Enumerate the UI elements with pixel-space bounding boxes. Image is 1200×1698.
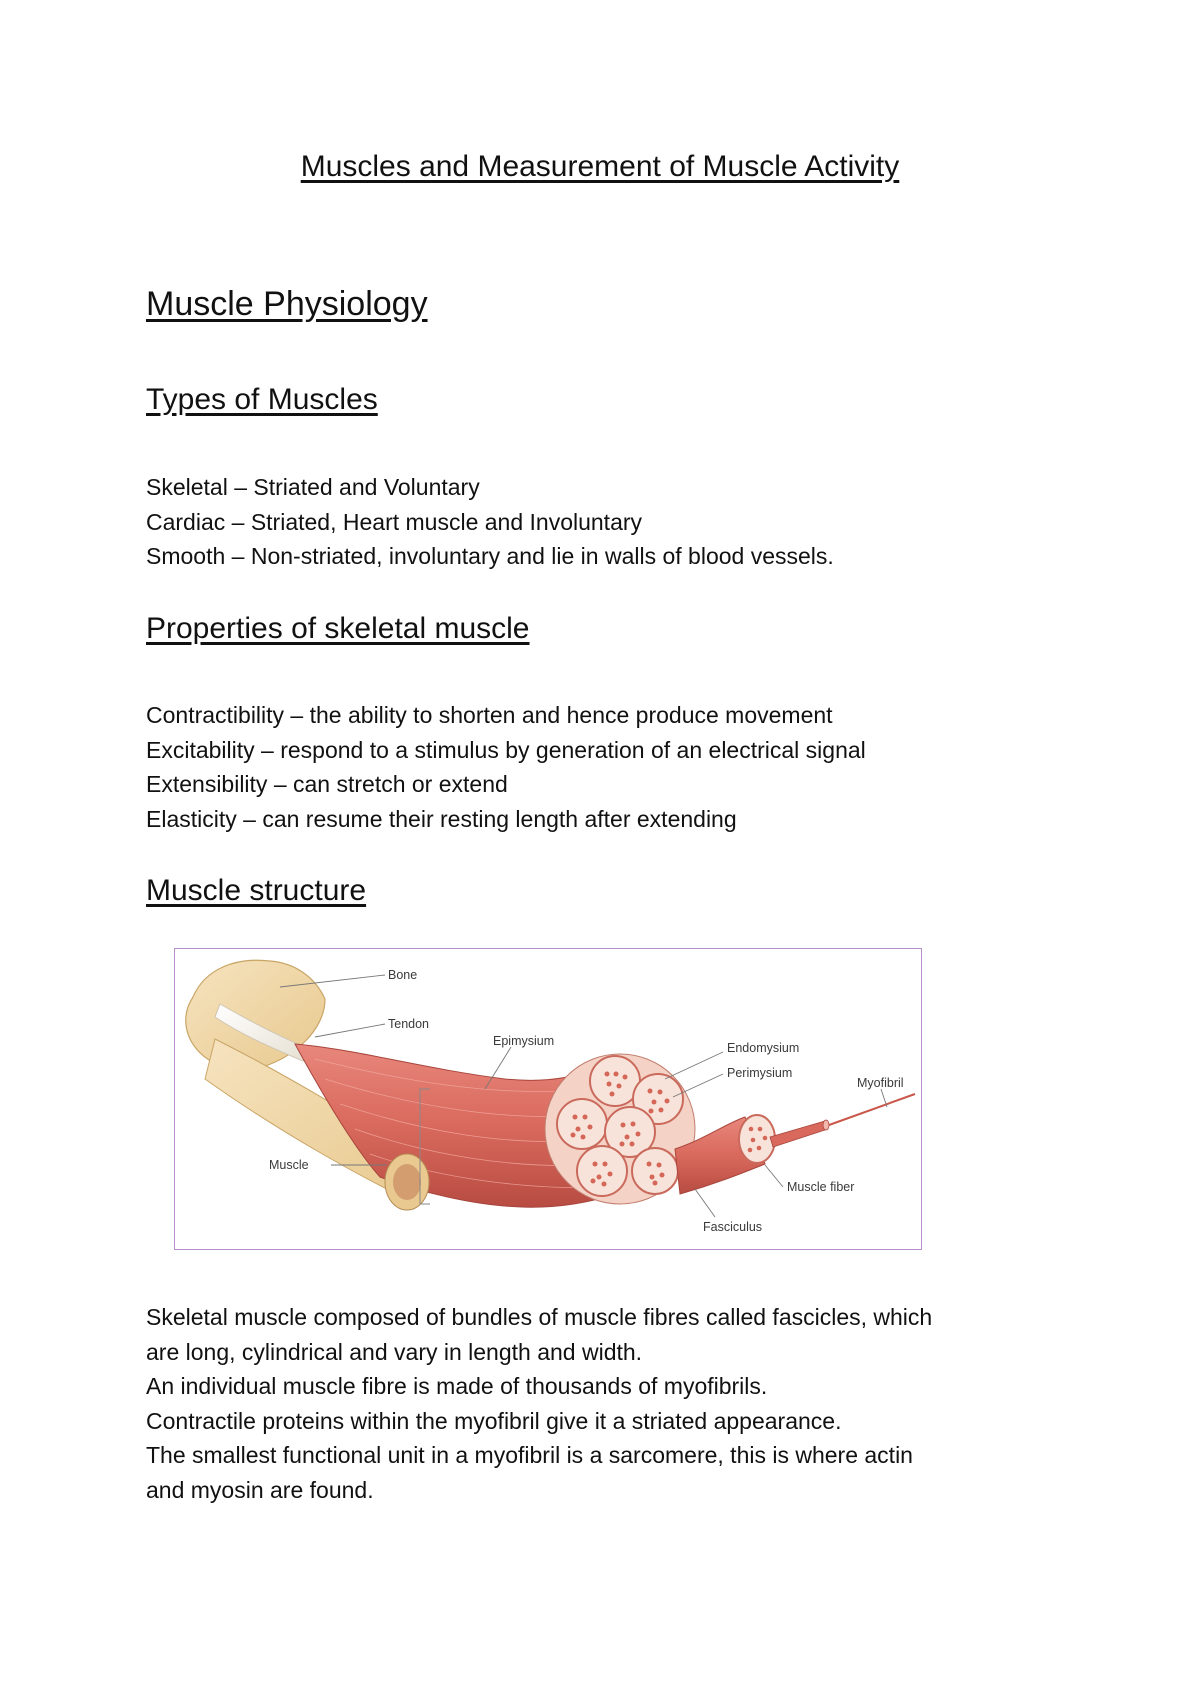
figure-label-bone: Bone: [388, 968, 418, 982]
figure-label-endomysium: Endomysium: [727, 1041, 800, 1055]
figure-label-fasciculus: Fasciculus: [703, 1220, 763, 1234]
figure-label-myofibril: Myofibril: [857, 1076, 904, 1090]
muscle-fiber-shape: [770, 1121, 828, 1147]
section-heading-muscle-physiology: Muscle Physiology: [146, 285, 428, 323]
list-item: Smooth – Non-striated, involuntary and lie in walls of blood vessels.: [146, 543, 834, 569]
list-item: and myosin are found.: [146, 1476, 374, 1503]
list-item: Skeletal muscle composed of bundles of muscle fibres called fascicles, which: [146, 1304, 933, 1330]
list-item: Contractile proteins within the myofibril give it a striated appearance.: [146, 1407, 842, 1434]
figure-label-tendon: Tendon: [388, 1017, 430, 1031]
list-item: The smallest functional unit in a myofibril is a sarcomere, this is where actin: [146, 1442, 913, 1468]
muscle-structure-paragraph: [146, 1300, 1046, 1507]
list-item: Contractibility – the ability to shorten and hence produce movement: [146, 702, 833, 728]
muscle-structure-figure: [174, 948, 922, 1250]
list-item: are long, cylindrical and vary in length and width.: [146, 1338, 643, 1365]
muscle-structure-illustration: [175, 949, 921, 1249]
document-title: Muscles and Measurement of Muscle Activity: [300, 150, 900, 183]
fasciculus-end: [739, 1115, 775, 1163]
figure-label-perimysium: Perimysium: [727, 1066, 793, 1080]
figure-label-muscle-fiber: Muscle fiber: [787, 1180, 855, 1194]
heading-types-of-muscles: Types of Muscles: [146, 383, 378, 416]
myofibril-shape: [829, 1094, 915, 1125]
list-item: Skeletal – Striated and Voluntary: [146, 474, 480, 500]
fascicle-bundle: [545, 1054, 695, 1204]
muscle-fiber-end: [823, 1120, 829, 1130]
list-item: Excitability – respond to a stimulus by generation of an electrical signal: [146, 736, 866, 763]
properties-list: [146, 698, 1046, 836]
figure-label-muscle: Muscle: [269, 1158, 309, 1172]
figure-label-epimysium: Epimysium: [493, 1034, 555, 1048]
muscle-cut-inner: [393, 1164, 421, 1200]
list-item: Elasticity – can resume their resting length after extending: [146, 805, 737, 832]
list-item: Extensibility – can stretch or extend: [146, 771, 508, 797]
list-item: An individual muscle fibre is made of thousands of myofibrils.: [146, 1373, 768, 1399]
list-item: Cardiac – Striated, Heart muscle and Involuntary: [146, 508, 643, 535]
heading-properties-of-skeletal-muscle: Properties of skeletal muscle: [146, 612, 530, 645]
types-of-muscles-list: [146, 470, 1046, 574]
heading-muscle-structure: Muscle structure: [146, 874, 367, 907]
